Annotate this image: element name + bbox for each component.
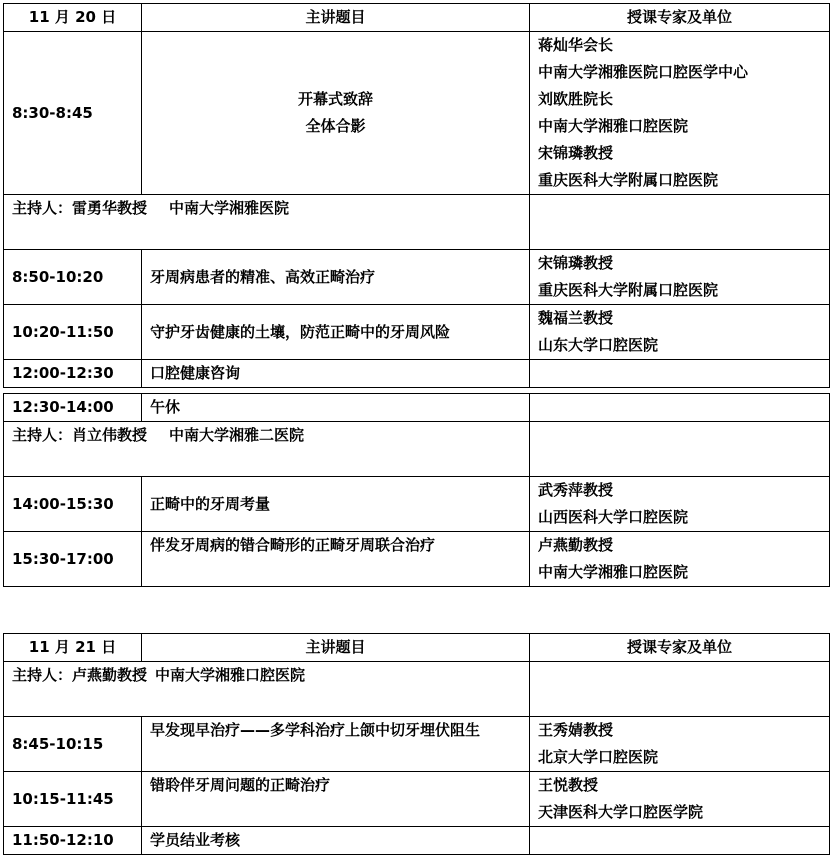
topic-header: 主讲题目 (142, 634, 530, 662)
table-row (4, 717, 830, 772)
time-cell: 8:50-10:20 (4, 250, 142, 305)
topic-cell (142, 32, 530, 195)
host-cell (4, 662, 530, 717)
table-row (4, 477, 830, 532)
topic-cell: 错聆伴牙周问题的正畸治疗 (142, 772, 530, 827)
expert-line: 蒋灿华会长 (538, 36, 614, 54)
topic-cell: 学员结业考核 (142, 827, 530, 855)
topic-cell: 早发现早治疗——多学科治疗上颌中切牙埋伏阻生 (142, 717, 530, 772)
experts-cell (530, 195, 830, 250)
expert-line: 天津医科大学口腔医学院 (538, 803, 704, 821)
topic-cell: 口腔健康咨询 (142, 360, 530, 388)
table-row (4, 827, 830, 855)
table-row (4, 360, 830, 388)
time-cell: 15:30-17:00 (4, 532, 142, 587)
host-row (4, 195, 830, 250)
date-header: 11 月 21 日 (4, 634, 142, 662)
expert-line: 宋锦璘教授 (538, 254, 614, 272)
time-cell: 11:50-12:10 (4, 827, 142, 855)
topic-cell: 守护牙齿健康的土壤，防范正畸中的牙周风险 (142, 305, 530, 360)
table-row (4, 305, 830, 360)
experts-cell (530, 662, 830, 717)
experts-cell (530, 772, 830, 827)
host-name: 主持人：肖立伟教授 (12, 426, 148, 444)
expert-line: 王秀婧教授 (538, 721, 614, 739)
table-row (4, 532, 830, 587)
time-cell: 8:30-8:45 (4, 32, 142, 195)
host-name: 主持人：卢燕勤教授 (12, 666, 148, 684)
time-cell: 10:20-11:50 (4, 305, 142, 360)
host-cell (4, 422, 530, 477)
time-cell: 8:45-10:15 (4, 717, 142, 772)
topic-cell: 伴发牙周病的错合畸形的正畸牙周联合治疗 (142, 532, 530, 587)
experts-cell (530, 394, 830, 422)
table-row (4, 394, 830, 422)
host-row (4, 662, 830, 717)
topic-cell: 午休 (142, 394, 530, 422)
topic-cell: 正畸中的牙周考量 (142, 477, 530, 532)
host-row (4, 422, 830, 477)
experts-cell (530, 532, 830, 587)
topic-line: 全体合影 (305, 117, 366, 135)
expert-line: 刘欧胜院长 (538, 90, 614, 108)
date-header: 11 月 20 日 (4, 4, 142, 32)
table-row (4, 772, 830, 827)
expert-line: 重庆医科大学附属口腔医院 (538, 171, 719, 189)
topic-cell: 牙周病患者的精准、高效正畸治疗 (142, 250, 530, 305)
table-header-row (4, 634, 830, 662)
experts-header: 授课专家及单位 (530, 4, 830, 32)
expert-line: 山西医科大学口腔医院 (538, 508, 689, 526)
experts-cell (530, 477, 830, 532)
expert-line: 魏福兰教授 (538, 309, 614, 327)
expert-line: 宋锦璘教授 (538, 144, 614, 162)
experts-cell (530, 305, 830, 360)
host-unit: 中南大学湘雅二医院 (169, 426, 305, 444)
expert-line: 中南大学湘雅医院口腔医学中心 (538, 63, 749, 81)
experts-cell (530, 32, 830, 195)
expert-line: 武秀萍教授 (538, 481, 614, 499)
experts-cell (530, 422, 830, 477)
schedule-table-day1 (3, 3, 830, 587)
expert-line: 卢燕勤教授 (538, 536, 614, 554)
time-cell: 14:00-15:30 (4, 477, 142, 532)
host-cell (4, 195, 530, 250)
schedule-table-day2 (3, 633, 830, 855)
topic-line: 开幕式致辞 (297, 90, 373, 108)
expert-line: 重庆医科大学附属口腔医院 (538, 281, 719, 299)
expert-line: 王悦教授 (538, 776, 599, 794)
time-cell: 10:15-11:45 (4, 772, 142, 827)
experts-cell (530, 827, 830, 855)
experts-cell (530, 250, 830, 305)
expert-line: 北京大学口腔医院 (538, 748, 659, 766)
expert-line: 中南大学湘雅口腔医院 (538, 117, 689, 135)
table-row (4, 32, 830, 195)
experts-header: 授课专家及单位 (530, 634, 830, 662)
experts-cell (530, 717, 830, 772)
topic-header: 主讲题目 (142, 4, 530, 32)
experts-cell (530, 360, 830, 388)
host-name: 主持人：雷勇华教授 (12, 199, 148, 217)
table-row (4, 250, 830, 305)
expert-line: 山东大学口腔医院 (538, 336, 659, 354)
time-cell: 12:30-14:00 (4, 394, 142, 422)
host-unit: 中南大学湘雅口腔医院 (155, 666, 306, 684)
table-header-row (4, 4, 830, 32)
time-cell: 12:00-12:30 (4, 360, 142, 388)
expert-line: 中南大学湘雅口腔医院 (538, 563, 689, 581)
host-unit: 中南大学湘雅医院 (169, 199, 290, 217)
